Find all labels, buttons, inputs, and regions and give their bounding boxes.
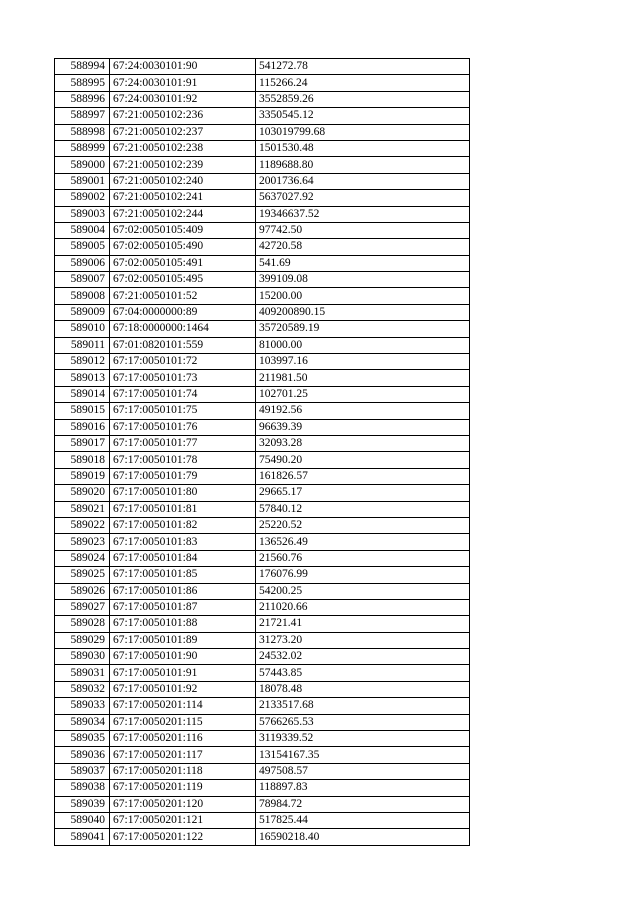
row-id-cell: 589014	[55, 386, 110, 402]
row-id-cell: 589017	[55, 435, 110, 451]
table-row	[55, 124, 470, 140]
row-id-cell: 589003	[55, 206, 110, 222]
table-row	[55, 321, 470, 337]
row-id-cell: 589015	[55, 403, 110, 419]
amount-cell: 54200.25	[256, 583, 470, 599]
table-row	[55, 567, 470, 583]
amount-cell: 57443.85	[256, 665, 470, 681]
row-id-cell: 589005	[55, 239, 110, 255]
table-row	[55, 698, 470, 714]
row-id-cell: 589032	[55, 681, 110, 697]
cadastral-number-cell: 67:17:0050101:86	[110, 583, 256, 599]
table-row	[55, 583, 470, 599]
amount-cell: 103019799.68	[256, 124, 470, 140]
table-row	[55, 517, 470, 533]
row-id-cell: 589009	[55, 304, 110, 320]
table-row	[55, 173, 470, 189]
row-id-cell: 589030	[55, 649, 110, 665]
row-id-cell: 589002	[55, 190, 110, 206]
amount-cell: 118897.83	[256, 780, 470, 796]
cadastral-number-cell: 67:17:0050101:73	[110, 370, 256, 386]
table-row	[55, 304, 470, 320]
cadastral-number-cell: 67:17:0050101:72	[110, 354, 256, 370]
row-id-cell: 589018	[55, 452, 110, 468]
amount-cell: 35720589.19	[256, 321, 470, 337]
table-row	[55, 731, 470, 747]
table-row	[55, 714, 470, 730]
amount-cell: 136526.49	[256, 534, 470, 550]
table-row	[55, 272, 470, 288]
cadastral-number-cell: 67:21:0050102:244	[110, 206, 256, 222]
amount-cell: 541272.78	[256, 59, 470, 75]
amount-cell: 541.69	[256, 255, 470, 271]
cadastral-number-cell: 67:24:0030101:90	[110, 59, 256, 75]
row-id-cell: 588998	[55, 124, 110, 140]
table-row	[55, 780, 470, 796]
row-id-cell: 589041	[55, 829, 110, 845]
row-id-cell: 588996	[55, 91, 110, 107]
row-id-cell: 589010	[55, 321, 110, 337]
row-id-cell: 589026	[55, 583, 110, 599]
row-id-cell: 589013	[55, 370, 110, 386]
amount-cell: 115266.24	[256, 75, 470, 91]
table-row	[55, 386, 470, 402]
cadastral-number-cell: 67:21:0050101:52	[110, 288, 256, 304]
cadastral-number-cell: 67:17:0050101:90	[110, 649, 256, 665]
amount-cell: 2001736.64	[256, 173, 470, 189]
cadastral-number-cell: 67:02:0050105:491	[110, 255, 256, 271]
table-row	[55, 157, 470, 173]
cadastral-number-cell: 67:17:0050101:74	[110, 386, 256, 402]
cadastral-number-cell: 67:17:0050101:88	[110, 616, 256, 632]
amount-cell: 3350545.12	[256, 108, 470, 124]
row-id-cell: 588997	[55, 108, 110, 124]
cadastral-number-cell: 67:21:0050102:237	[110, 124, 256, 140]
cadastral-number-cell: 67:21:0050102:241	[110, 190, 256, 206]
cadastral-number-cell: 67:17:0050201:118	[110, 763, 256, 779]
amount-cell: 97742.50	[256, 222, 470, 238]
amount-cell: 31273.20	[256, 632, 470, 648]
row-id-cell: 589007	[55, 272, 110, 288]
amount-cell: 5637027.92	[256, 190, 470, 206]
table-row	[55, 403, 470, 419]
row-id-cell: 589001	[55, 173, 110, 189]
amount-cell: 211981.50	[256, 370, 470, 386]
row-id-cell: 589036	[55, 747, 110, 763]
row-id-cell: 589000	[55, 157, 110, 173]
cadastral-number-cell: 67:17:0050101:75	[110, 403, 256, 419]
cadastral-number-cell: 67:21:0050102:239	[110, 157, 256, 173]
amount-cell: 161826.57	[256, 468, 470, 484]
amount-cell: 19346637.52	[256, 206, 470, 222]
cadastral-number-cell: 67:17:0050101:91	[110, 665, 256, 681]
row-id-cell: 589016	[55, 419, 110, 435]
table-row	[55, 435, 470, 451]
cadastral-number-cell: 67:04:0000000:89	[110, 304, 256, 320]
table-body	[55, 59, 470, 846]
row-id-cell: 589039	[55, 796, 110, 812]
amount-cell: 497508.57	[256, 763, 470, 779]
row-id-cell: 589025	[55, 567, 110, 583]
cadastral-number-cell: 67:17:0050101:89	[110, 632, 256, 648]
cadastral-value-table	[54, 58, 470, 846]
cadastral-number-cell: 67:17:0050201:115	[110, 714, 256, 730]
row-id-cell: 589006	[55, 255, 110, 271]
amount-cell: 1189688.80	[256, 157, 470, 173]
row-id-cell: 589027	[55, 599, 110, 615]
cadastral-number-cell: 67:17:0050101:87	[110, 599, 256, 615]
table-row	[55, 550, 470, 566]
table-row	[55, 665, 470, 681]
cadastral-number-cell: 67:02:0050105:409	[110, 222, 256, 238]
table-row	[55, 812, 470, 828]
row-id-cell: 589024	[55, 550, 110, 566]
cadastral-number-cell: 67:17:0050201:121	[110, 812, 256, 828]
table-row	[55, 140, 470, 156]
table-row	[55, 337, 470, 353]
cadastral-number-cell: 67:21:0050102:236	[110, 108, 256, 124]
row-id-cell: 589008	[55, 288, 110, 304]
cadastral-number-cell: 67:17:0050201:122	[110, 829, 256, 845]
cadastral-number-cell: 67:17:0050201:116	[110, 731, 256, 747]
row-id-cell: 589021	[55, 501, 110, 517]
table-row	[55, 468, 470, 484]
amount-cell: 29665.17	[256, 485, 470, 501]
row-id-cell: 589028	[55, 616, 110, 632]
table-row	[55, 829, 470, 845]
table-row	[55, 599, 470, 615]
row-id-cell: 589035	[55, 731, 110, 747]
table-row	[55, 419, 470, 435]
table-row	[55, 255, 470, 271]
row-id-cell: 588994	[55, 59, 110, 75]
row-id-cell: 589034	[55, 714, 110, 730]
row-id-cell: 589011	[55, 337, 110, 353]
table-row	[55, 796, 470, 812]
cadastral-number-cell: 67:17:0050201:117	[110, 747, 256, 763]
row-id-cell: 589040	[55, 812, 110, 828]
amount-cell: 49192.56	[256, 403, 470, 419]
amount-cell: 81000.00	[256, 337, 470, 353]
table-row	[55, 288, 470, 304]
amount-cell: 102701.25	[256, 386, 470, 402]
row-id-cell: 588999	[55, 140, 110, 156]
cadastral-number-cell: 67:02:0050105:495	[110, 272, 256, 288]
table-row	[55, 632, 470, 648]
amount-cell: 15200.00	[256, 288, 470, 304]
table-row	[55, 239, 470, 255]
cadastral-number-cell: 67:24:0030101:91	[110, 75, 256, 91]
cadastral-number-cell: 67:17:0050201:114	[110, 698, 256, 714]
cadastral-number-cell: 67:21:0050102:238	[110, 140, 256, 156]
cadastral-number-cell: 67:17:0050101:80	[110, 485, 256, 501]
table-row	[55, 190, 470, 206]
cadastral-number-cell: 67:17:0050101:92	[110, 681, 256, 697]
row-id-cell: 589038	[55, 780, 110, 796]
row-id-cell: 589019	[55, 468, 110, 484]
row-id-cell: 589029	[55, 632, 110, 648]
cadastral-number-cell: 67:17:0050101:84	[110, 550, 256, 566]
amount-cell: 176076.99	[256, 567, 470, 583]
cadastral-number-cell: 67:21:0050102:240	[110, 173, 256, 189]
amount-cell: 21560.76	[256, 550, 470, 566]
table-row	[55, 747, 470, 763]
cadastral-number-cell: 67:17:0050101:85	[110, 567, 256, 583]
cadastral-number-cell: 67:24:0030101:92	[110, 91, 256, 107]
table-row	[55, 534, 470, 550]
table-row	[55, 354, 470, 370]
cadastral-number-cell: 67:17:0050101:79	[110, 468, 256, 484]
amount-cell: 1501530.48	[256, 140, 470, 156]
cadastral-number-cell: 67:17:0050201:119	[110, 780, 256, 796]
amount-cell: 399109.08	[256, 272, 470, 288]
cadastral-number-cell: 67:17:0050101:76	[110, 419, 256, 435]
cadastral-number-cell: 67:01:0820101:559	[110, 337, 256, 353]
row-id-cell: 589023	[55, 534, 110, 550]
amount-cell: 2133517.68	[256, 698, 470, 714]
amount-cell: 57840.12	[256, 501, 470, 517]
amount-cell: 75490.20	[256, 452, 470, 468]
amount-cell: 96639.39	[256, 419, 470, 435]
table-row	[55, 616, 470, 632]
table-row	[55, 222, 470, 238]
amount-cell: 517825.44	[256, 812, 470, 828]
cadastral-number-cell: 67:17:0050101:83	[110, 534, 256, 550]
row-id-cell: 589037	[55, 763, 110, 779]
amount-cell: 25220.52	[256, 517, 470, 533]
amount-cell: 103997.16	[256, 354, 470, 370]
cadastral-number-cell: 67:17:0050201:120	[110, 796, 256, 812]
row-id-cell: 588995	[55, 75, 110, 91]
amount-cell: 3119339.52	[256, 731, 470, 747]
row-id-cell: 589022	[55, 517, 110, 533]
amount-cell: 211020.66	[256, 599, 470, 615]
amount-cell: 21721.41	[256, 616, 470, 632]
table-row	[55, 75, 470, 91]
table-row	[55, 763, 470, 779]
table-row	[55, 370, 470, 386]
row-id-cell: 589033	[55, 698, 110, 714]
table-row	[55, 501, 470, 517]
cadastral-number-cell: 67:17:0050101:78	[110, 452, 256, 468]
table-row	[55, 59, 470, 75]
table-row	[55, 649, 470, 665]
table-row	[55, 206, 470, 222]
amount-cell: 16590218.40	[256, 829, 470, 845]
table-row	[55, 91, 470, 107]
amount-cell: 13154167.35	[256, 747, 470, 763]
row-id-cell: 589031	[55, 665, 110, 681]
table-row	[55, 681, 470, 697]
cadastral-number-cell: 67:17:0050101:77	[110, 435, 256, 451]
amount-cell: 78984.72	[256, 796, 470, 812]
amount-cell: 42720.58	[256, 239, 470, 255]
row-id-cell: 589012	[55, 354, 110, 370]
amount-cell: 24532.02	[256, 649, 470, 665]
amount-cell: 409200890.15	[256, 304, 470, 320]
table-row	[55, 485, 470, 501]
cadastral-number-cell: 67:17:0050101:82	[110, 517, 256, 533]
amount-cell: 3552859.26	[256, 91, 470, 107]
row-id-cell: 589020	[55, 485, 110, 501]
amount-cell: 18078.48	[256, 681, 470, 697]
table-row	[55, 452, 470, 468]
row-id-cell: 589004	[55, 222, 110, 238]
amount-cell: 32093.28	[256, 435, 470, 451]
amount-cell: 5766265.53	[256, 714, 470, 730]
cadastral-number-cell: 67:02:0050105:490	[110, 239, 256, 255]
cadastral-number-cell: 67:18:0000000:1464	[110, 321, 256, 337]
cadastral-number-cell: 67:17:0050101:81	[110, 501, 256, 517]
table-row	[55, 108, 470, 124]
